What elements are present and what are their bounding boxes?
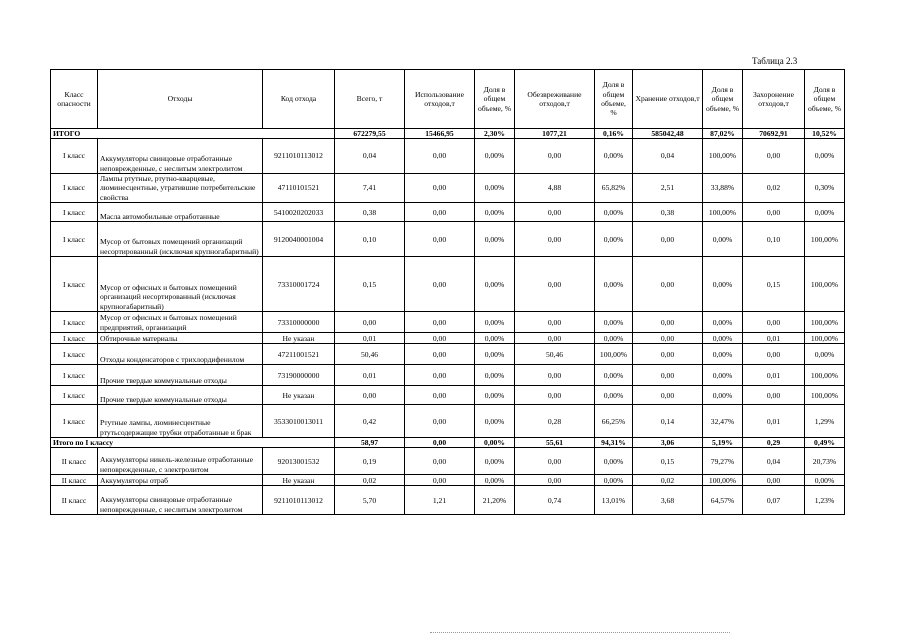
cell: 66,25%	[595, 405, 633, 438]
hazard-class: I класс	[51, 203, 98, 222]
cell: 585042,48	[633, 129, 703, 139]
cell: 0,49%	[805, 438, 845, 448]
cell: 0,00%	[595, 203, 633, 222]
cell: 0,00%	[805, 344, 845, 365]
cell: 0,00	[633, 257, 703, 312]
cell: 0,00%	[475, 222, 515, 257]
cell: 0,00	[633, 333, 703, 344]
cell: 0,00	[633, 365, 703, 386]
cell: 0,02	[743, 174, 805, 203]
table-row	[51, 386, 845, 405]
cell: 0,00	[405, 139, 475, 174]
header-burial-pct: Доля в общем объеме, %	[805, 70, 845, 129]
cell: 100,00%	[805, 257, 845, 312]
waste-code: 5410020202033	[263, 203, 335, 222]
header-waste: Отходы	[98, 70, 263, 129]
waste-code: 9211010113012	[263, 139, 335, 174]
hazard-class: I класс	[51, 257, 98, 312]
cell: 15466,95	[405, 129, 475, 139]
cell: 0,01	[335, 333, 405, 344]
cell: 0,74	[515, 486, 595, 515]
waste-code: Не указан	[263, 333, 335, 344]
header-storage: Хранение отходов,т	[633, 70, 703, 129]
cell: 0,00%	[595, 222, 633, 257]
cell: 0,00%	[703, 344, 743, 365]
cell: 32,47%	[703, 405, 743, 438]
cell: 0,01	[743, 365, 805, 386]
cell: 0,00	[515, 448, 595, 475]
cell: 0,00	[743, 203, 805, 222]
table-row	[51, 203, 845, 222]
cell: 0,00%	[595, 139, 633, 174]
cell: 0,00	[405, 333, 475, 344]
cell: 0,29	[743, 438, 805, 448]
cell: 0,02	[335, 475, 405, 486]
cell: 0,00%	[475, 139, 515, 174]
header-row	[51, 70, 845, 129]
cell: 0,00%	[805, 475, 845, 486]
cell: 0,00	[743, 475, 805, 486]
cell: 0,00%	[475, 257, 515, 312]
cell: 0,00%	[703, 312, 743, 333]
page-footer-line	[430, 632, 730, 635]
table-row	[51, 257, 845, 312]
cell: 0,00	[515, 139, 595, 174]
class1-total-label: Итого по I классу	[51, 438, 335, 448]
cell: 0,00	[405, 174, 475, 203]
waste-name: Прочие твердые коммунальные отходы	[98, 386, 263, 405]
cell: 10,52%	[805, 129, 845, 139]
cell: 0,28	[515, 405, 595, 438]
waste-name: Мусор от офисных и бытовых помещений предприятий, организаций	[98, 312, 263, 333]
cell: 0,14	[633, 405, 703, 438]
cell: 94,31%	[595, 438, 633, 448]
header-total: Всего, т	[335, 70, 405, 129]
cell: 100,00%	[595, 344, 633, 365]
cell: 0,10	[335, 222, 405, 257]
cell: 0,00	[405, 257, 475, 312]
cell: 3,06	[633, 438, 703, 448]
cell: 0,00%	[475, 438, 515, 448]
waste-name: Отходы конденсаторов с трихлордифенилом	[98, 344, 263, 365]
cell: 0,00	[405, 365, 475, 386]
waste-code: 9120040001004	[263, 222, 335, 257]
cell: 65,82%	[595, 174, 633, 203]
cell: 0,00	[743, 139, 805, 174]
table-row	[51, 486, 845, 515]
waste-code: 47110101521	[263, 174, 335, 203]
table-row	[51, 312, 845, 333]
cell: 100,00%	[703, 139, 743, 174]
cell: 0,15	[335, 257, 405, 312]
hazard-class: II класс	[51, 448, 98, 475]
cell: 0,00%	[475, 203, 515, 222]
cell: 0,00%	[475, 344, 515, 365]
cell: 0,00	[405, 222, 475, 257]
cell: 50,46	[515, 344, 595, 365]
waste-table	[50, 69, 845, 515]
cell: 0,00%	[595, 365, 633, 386]
hazard-class: II класс	[51, 475, 98, 486]
waste-name: Лампы ртутные, ртутно-кварцевые, люминесцентные, утратившие потребительские свойства	[98, 174, 263, 203]
cell: 0,00	[515, 257, 595, 312]
waste-name: Аккумуляторы никель-железные отработанные неповрежденные, с электролитом	[98, 448, 263, 475]
table-row	[51, 448, 845, 475]
hazard-class: II класс	[51, 486, 98, 515]
cell: 0,10	[743, 222, 805, 257]
grand-total-label: ИТОГО	[51, 129, 335, 139]
cell: 33,88%	[703, 174, 743, 203]
table-row	[51, 222, 845, 257]
cell: 100,00%	[703, 203, 743, 222]
cell: 0,04	[743, 448, 805, 475]
cell: 100,00%	[805, 222, 845, 257]
grand-total-row	[51, 129, 845, 139]
waste-code: 3533010013011	[263, 405, 335, 438]
waste-name: Ртутные лампы, люминесцентные ртутьсодержащие трубки отработанные и брак	[98, 405, 263, 438]
table-row	[51, 405, 845, 438]
cell: 0,00%	[703, 257, 743, 312]
cell: 0,00%	[475, 405, 515, 438]
waste-name: Аккумуляторы отраб	[98, 475, 263, 486]
waste-name: Масла автомобильные отработанные	[98, 203, 263, 222]
cell: 0,00	[515, 333, 595, 344]
cell: 70692,91	[743, 129, 805, 139]
header-class: Класс опасности	[51, 70, 98, 129]
cell: 5,19%	[703, 438, 743, 448]
hazard-class: I класс	[51, 222, 98, 257]
header-neutralization-pct: Доля в общем объеме, %	[595, 70, 633, 129]
hazard-class: I класс	[51, 312, 98, 333]
waste-code: Не указан	[263, 475, 335, 486]
cell: 1,29%	[805, 405, 845, 438]
cell: 0,00%	[475, 365, 515, 386]
cell: 0,04	[633, 139, 703, 174]
cell: 0,00	[515, 365, 595, 386]
header-use-pct: Доля в общем объеме, %	[475, 70, 515, 129]
cell: 0,00	[405, 386, 475, 405]
waste-code: 47211001521	[263, 344, 335, 365]
cell: 0,00	[405, 438, 475, 448]
hazard-class: I класс	[51, 174, 98, 203]
cell: 0,00	[405, 312, 475, 333]
hazard-class: I класс	[51, 405, 98, 438]
cell: 0,42	[335, 405, 405, 438]
cell: 5,70	[335, 486, 405, 515]
waste-code: 9211010113012	[263, 486, 335, 515]
cell: 0,00	[743, 386, 805, 405]
cell: 0,00	[743, 312, 805, 333]
cell: 0,00%	[475, 312, 515, 333]
cell: 21,20%	[475, 486, 515, 515]
waste-name: Аккумуляторы свинцовые отработанные неповрежденные, с неслитым электролитом	[98, 139, 263, 174]
cell: 0,00	[515, 386, 595, 405]
waste-name: Обтирочные материалы	[98, 333, 263, 344]
cell: 0,02	[633, 475, 703, 486]
cell: 2,30%	[475, 129, 515, 139]
cell: 0,30%	[805, 174, 845, 203]
waste-code: 92013001532	[263, 448, 335, 475]
cell: 0,00%	[595, 448, 633, 475]
cell: 55,61	[515, 438, 595, 448]
cell: 100,00%	[805, 386, 845, 405]
cell: 0,00	[743, 344, 805, 365]
cell: 0,38	[633, 203, 703, 222]
hazard-class: I класс	[51, 333, 98, 344]
cell: 0,00%	[805, 203, 845, 222]
cell: 100,00%	[805, 333, 845, 344]
hazard-class: I класс	[51, 139, 98, 174]
cell: 1,23%	[805, 486, 845, 515]
cell: 64,57%	[703, 486, 743, 515]
hazard-class: I класс	[51, 344, 98, 365]
class1-total-row	[51, 438, 845, 448]
cell: 2,51	[633, 174, 703, 203]
header-neutralization: Обезвреживание отходов,т	[515, 70, 595, 129]
cell: 100,00%	[805, 312, 845, 333]
cell: 0,01	[335, 365, 405, 386]
cell: 4,88	[515, 174, 595, 203]
cell: 0,00%	[703, 386, 743, 405]
cell: 0,00%	[475, 448, 515, 475]
header-storage-pct: Доля в общем объеме, %	[703, 70, 743, 129]
cell: 3,68	[633, 486, 703, 515]
cell: 0,00%	[475, 333, 515, 344]
cell: 50,46	[335, 344, 405, 365]
cell: 0,15	[743, 257, 805, 312]
cell: 0,00%	[475, 475, 515, 486]
cell: 58,97	[335, 438, 405, 448]
cell: 0,07	[743, 486, 805, 515]
cell: 100,00%	[703, 475, 743, 486]
cell: 79,27%	[703, 448, 743, 475]
cell: 0,00	[515, 222, 595, 257]
cell: 0,00	[515, 312, 595, 333]
table-row	[51, 365, 845, 386]
waste-name: Аккумуляторы свинцовые отработанные неповрежденные, с неслитым электролитом	[98, 486, 263, 515]
cell: 0,00%	[703, 365, 743, 386]
cell: 1,21	[405, 486, 475, 515]
waste-name: Мусор от бытовых помещений организаций несортированный (исключая крупногабаритный)	[98, 222, 263, 257]
cell: 100,00%	[805, 365, 845, 386]
cell: 0,00%	[703, 333, 743, 344]
cell: 0,00	[515, 475, 595, 486]
cell: 0,38	[335, 203, 405, 222]
cell: 87,02%	[703, 129, 743, 139]
table-row	[51, 475, 845, 486]
cell: 0,00%	[703, 222, 743, 257]
cell: 0,00%	[475, 386, 515, 405]
table-caption: Таблица 2.3	[752, 56, 798, 66]
cell: 0,01	[743, 405, 805, 438]
cell: 0,00	[633, 222, 703, 257]
header-code: Код отхода	[263, 70, 335, 129]
cell: 0,00%	[475, 174, 515, 203]
cell: 0,00%	[595, 312, 633, 333]
cell: 0,00%	[595, 257, 633, 312]
cell: 0,16%	[595, 129, 633, 139]
cell: 1077,21	[515, 129, 595, 139]
cell: 7,41	[335, 174, 405, 203]
cell: 13,01%	[595, 486, 633, 515]
cell: 0,00	[405, 475, 475, 486]
cell: 0,00	[335, 386, 405, 405]
waste-code: Не указан	[263, 386, 335, 405]
cell: 0,15	[633, 448, 703, 475]
cell: 20,73%	[805, 448, 845, 475]
cell: 0,00%	[805, 139, 845, 174]
cell: 0,00	[633, 312, 703, 333]
cell: 0,00	[633, 386, 703, 405]
cell: 0,00	[405, 448, 475, 475]
cell: 0,00	[633, 344, 703, 365]
waste-code: 73310001724	[263, 257, 335, 312]
cell: 672279,55	[335, 129, 405, 139]
waste-name: Мусор от офисных и бытовых помещений организаций несортированный (исключая крупногабаритный)	[98, 257, 263, 312]
table-row	[51, 333, 845, 344]
waste-code: 73190000000	[263, 365, 335, 386]
hazard-class: I класс	[51, 386, 98, 405]
cell: 0,19	[335, 448, 405, 475]
waste-code: 73310000000	[263, 312, 335, 333]
table-row	[51, 174, 845, 203]
cell: 0,00	[405, 344, 475, 365]
header-use: Использование отходов,т	[405, 70, 475, 129]
waste-name: Прочие твердые коммунальные отходы	[98, 365, 263, 386]
cell: 0,00	[405, 405, 475, 438]
cell: 0,00	[405, 203, 475, 222]
cell: 0,00%	[595, 475, 633, 486]
cell: 0,00	[335, 312, 405, 333]
cell: 0,04	[335, 139, 405, 174]
table-row	[51, 344, 845, 365]
cell: 0,01	[743, 333, 805, 344]
table-row	[51, 139, 845, 174]
cell: 0,00%	[595, 386, 633, 405]
cell: 0,00%	[595, 333, 633, 344]
hazard-class: I класс	[51, 365, 98, 386]
cell: 0,00	[515, 203, 595, 222]
header-burial: Захоронение отходов,т	[743, 70, 805, 129]
